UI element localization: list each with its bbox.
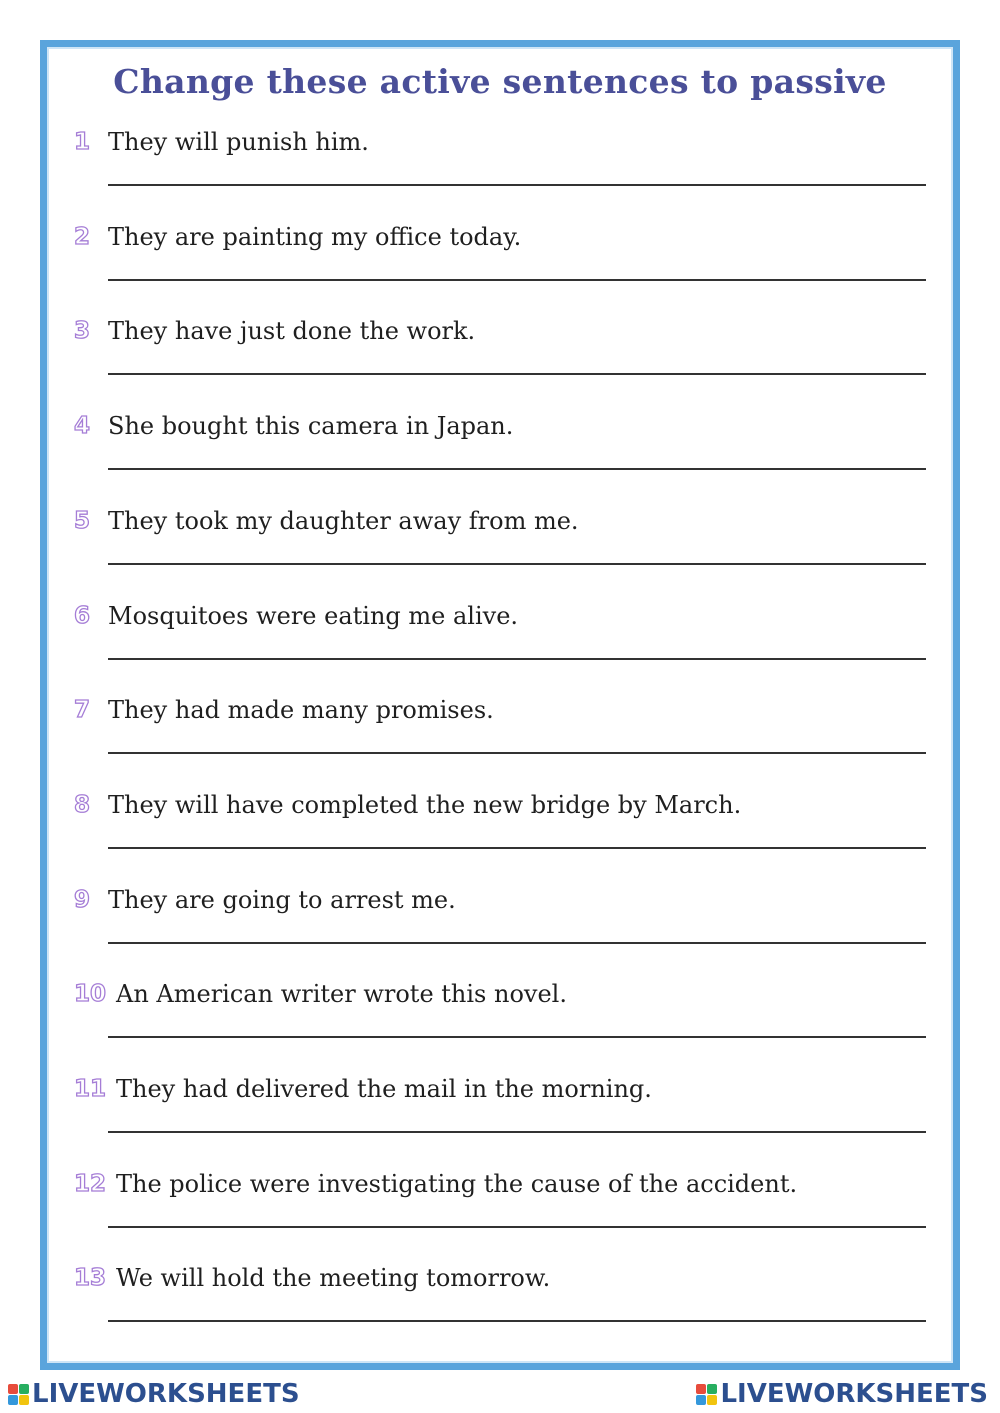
- answer-line[interactable]: [108, 563, 926, 565]
- exercise-item: [0, 1263, 1000, 1357]
- active-sentence: They will have completed the new bridge by March.: [108, 790, 742, 819]
- footer-logo-left: [8, 1378, 300, 1410]
- active-sentence: They had made many promises.: [108, 696, 494, 725]
- item-number: 11: [74, 1076, 107, 1102]
- exercise-item: [0, 979, 1000, 1073]
- answer-line[interactable]: [108, 468, 926, 470]
- exercise-item: [0, 1074, 1000, 1168]
- exercise-item: [0, 506, 1000, 600]
- answer-line[interactable]: [108, 279, 926, 281]
- active-sentence: We will hold the meeting tomorrow.: [116, 1264, 551, 1293]
- footer-logo-right: [696, 1378, 988, 1410]
- active-sentence: They will punish him.: [108, 128, 369, 156]
- exercise-item: [0, 222, 1000, 316]
- exercise-item: [0, 316, 1000, 410]
- item-number: 10: [74, 981, 107, 1008]
- item-number: 9: [74, 886, 91, 913]
- item-number: 7: [74, 697, 91, 724]
- active-sentence: They took my daughter away from me.: [108, 506, 579, 535]
- item-number: 1: [74, 129, 91, 155]
- answer-line[interactable]: [108, 1131, 926, 1133]
- active-sentence: The police were investigating the cause of the accident.: [116, 1169, 798, 1198]
- liveworksheets-logo-icon: [696, 1384, 717, 1405]
- answer-line[interactable]: [108, 752, 926, 754]
- active-sentence: They are going to arrest me.: [108, 885, 456, 914]
- item-number: 4: [74, 413, 91, 440]
- active-sentence: Mosquitoes were eating me alive.: [108, 601, 519, 630]
- answer-line[interactable]: [108, 1320, 926, 1322]
- active-sentence: She bought this camera in Japan.: [108, 412, 514, 441]
- footer-brand-left: LIVEWORKSHEETS: [32, 1379, 300, 1409]
- item-number: 5: [74, 507, 91, 534]
- answer-line[interactable]: [108, 942, 926, 944]
- item-number: 8: [74, 791, 91, 818]
- worksheet-title: Change these active sentences to passive: [113, 62, 887, 101]
- exercise-item: [0, 1169, 1000, 1263]
- exercise-item: [0, 411, 1000, 505]
- active-sentence: They had delivered the mail in the morning.: [116, 1075, 652, 1103]
- answer-line[interactable]: [108, 184, 926, 186]
- item-number: 13: [74, 1265, 107, 1292]
- active-sentence: They are painting my office today.: [108, 222, 522, 251]
- exercise-item: [0, 695, 1000, 789]
- exercise-item: [0, 790, 1000, 884]
- answer-line[interactable]: [108, 1226, 926, 1228]
- liveworksheets-logo-icon: [8, 1384, 29, 1405]
- answer-line[interactable]: [108, 1036, 926, 1038]
- answer-line[interactable]: [108, 658, 926, 660]
- footer-brand-right: LIVEWORKSHEETS: [720, 1379, 988, 1409]
- item-number: 2: [74, 223, 91, 250]
- exercise-item: [0, 601, 1000, 695]
- answer-line[interactable]: [108, 373, 926, 375]
- exercise-item: [0, 127, 1000, 221]
- item-number: 3: [74, 318, 91, 345]
- active-sentence: They have just done the work.: [108, 317, 476, 346]
- answer-line[interactable]: [108, 847, 926, 849]
- item-number: 6: [74, 602, 91, 629]
- item-number: 12: [74, 1170, 107, 1197]
- active-sentence: An American writer wrote this novel.: [116, 980, 567, 1009]
- exercise-item: [0, 885, 1000, 979]
